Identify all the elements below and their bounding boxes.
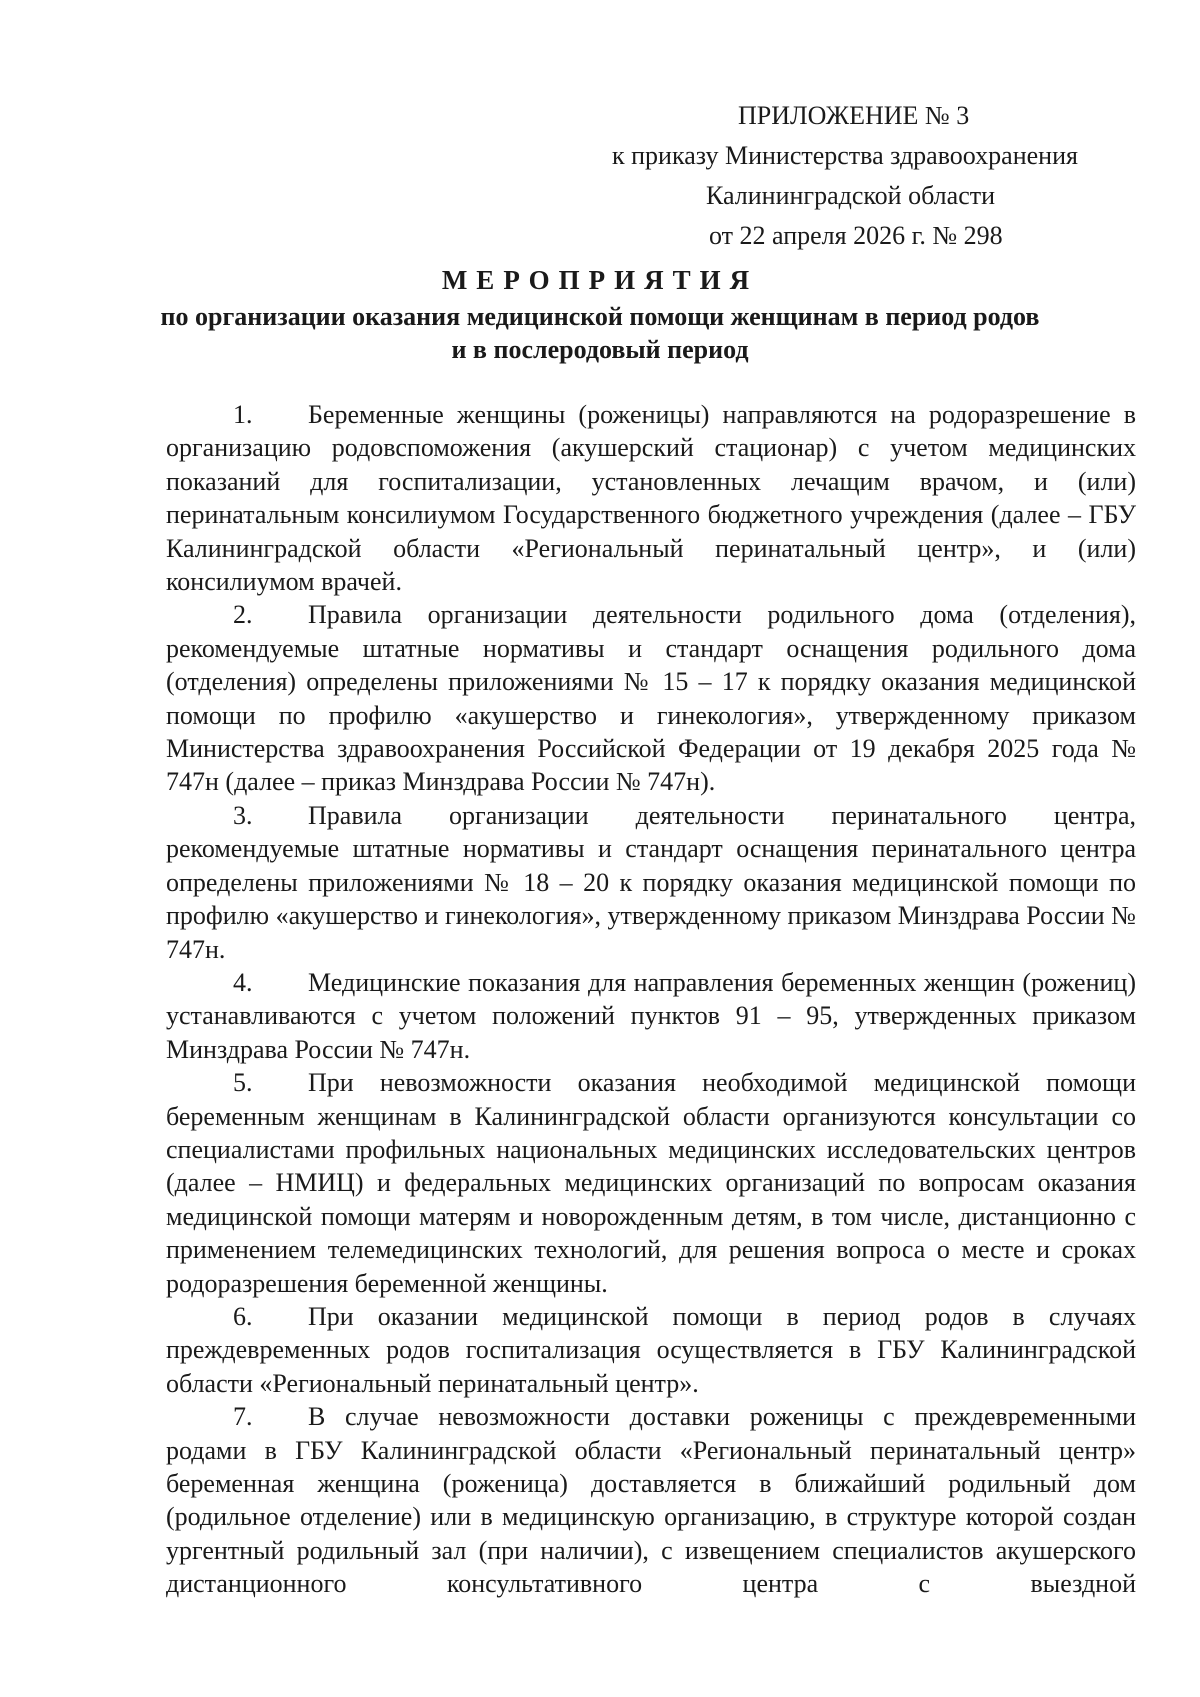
paragraph-text: При невозможности оказания необходимой медицинской помощи беременным женщинам в Калининградской области организуются консультации со специалистами профильных национальных медицинских исследовательских центров (далее – НМИЦ) и федеральных медицинских организаций по вопросам оказания медицинской помощи матерям и новорожденным детям, в том числе, дистанционно с применением телемедицинских технологий, для решения вопроса о месте и сроках родоразрешения беременной женщины. — [166, 1068, 1136, 1298]
paragraph-number: 1. — [233, 400, 253, 429]
paragraph-number: 3. — [233, 800, 253, 830]
document-subtitle: по организации оказания медицинской помощи женщинам в период родов и в послеродовый период — [160, 302, 1040, 364]
paragraph-text: Медицинские показания для направления беременных женщин (рожениц) устанавливаются с учетом положений пунктов 91 – 95, утвержденных приказом Минздрава России № 747н. — [166, 967, 1136, 1064]
paragraph-text: Правила организации деятельности перинатального центра, рекомендуемые штатные нормативы и стандарт оснащения перинатального центра определены приложениями № 18 – 20 к порядку оказания медицинской помощи по профилю «акушерство и гинекология», утвержденному приказом Минздрава России № 747н. — [166, 800, 1136, 964]
paragraph-text: При оказании медицинской помощи в период родов в случаях преждевременных родов госпитализация осуществляется в ГБУ Калининградской области «Региональный перинатальный центр». — [166, 1301, 1136, 1398]
paragraph-text: Беременные женщины (роженицы) направляются на родоразрешение в организацию родовспоможения (акушерский стационар) с учетом медицинских показаний для госпитализации, установленных лечащим врачом, и (или) перинатальным консилиумом Государственного бюджетного учреждения (далее – ГБУ Калининградской области «Региональный перинатальный центр», и (или) консилиумом врачей. — [166, 400, 1136, 597]
document-title: МЕРОПРИЯТИЯ — [441, 265, 759, 295]
paragraph-number: 2. — [233, 600, 253, 630]
appendix-region: Калининградской области — [706, 181, 996, 210]
paragraph-number: 7. — [233, 1402, 253, 1432]
paragraph-4 — [166, 966, 1136, 1066]
paragraph-2 — [166, 598, 1136, 798]
paragraph-5 — [166, 1066, 1136, 1300]
document-body — [166, 398, 1136, 1601]
appendix-order-ref: к приказу Министерства здравоохранения — [612, 141, 1078, 170]
paragraph-number: 4. — [233, 967, 253, 997]
appendix-number: ПРИЛОЖЕНИЕ № 3 — [738, 101, 970, 130]
paragraph-number: 5. — [233, 1068, 253, 1098]
appendix-order-date: от 22 апреля 2026 г. № 298 — [709, 221, 1003, 250]
paragraph-1 — [166, 398, 1136, 598]
paragraph-text: Правила организации деятельности родильного дома (отделения), рекомендуемые штатные нормативы и стандарт оснащения родильного дома (отделения) определены приложениями № 15 – 17 к порядку оказания медицинской помощи по профилю «акушерство и гинекология», утвержденному приказом Министерства здравоохранения Российской Федерации от 19 декабря 2025 года № 747н (далее – приказ Минздрава России № 747н). — [166, 600, 1136, 797]
paragraph-number: 6. — [233, 1301, 253, 1331]
paragraph-6 — [166, 1300, 1136, 1400]
paragraph-7 — [166, 1400, 1136, 1600]
paragraph-3 — [166, 799, 1136, 966]
paragraph-text: В случае невозможности доставки роженицы с преждевременными родами в ГБУ Калининградской области «Региональный перинатальный центр» беременная женщина (роженица) доставляется в ближайший родильный дом (родильное отделение) или в медицинскую организацию, в структуре которой создан ургентный родильный зал (при наличии), с извещением специалистов акушерского дистанционного консультативного центра с выездной — [166, 1402, 1136, 1599]
